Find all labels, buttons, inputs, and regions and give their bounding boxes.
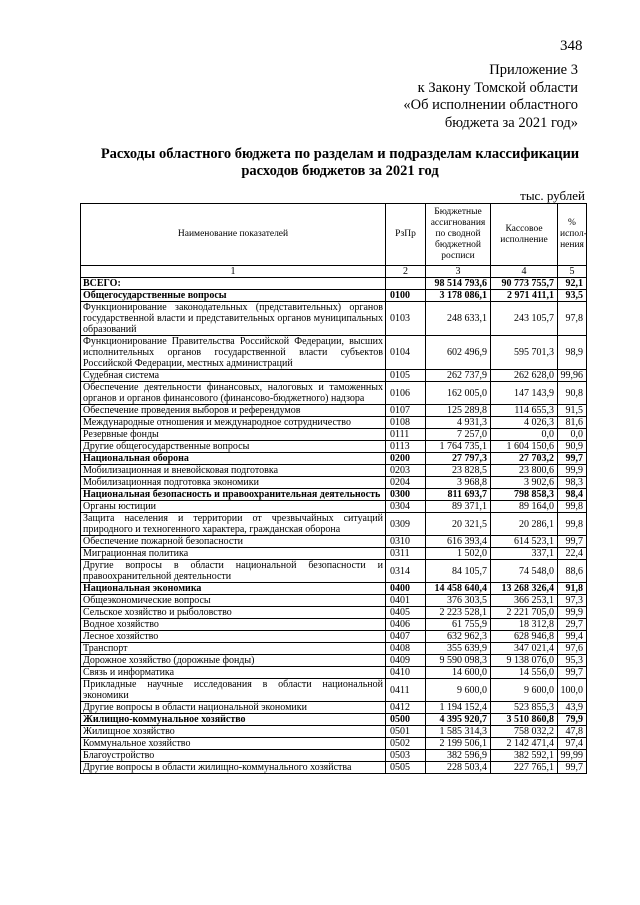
row-actual-cell: 2 971 411,1 (491, 290, 558, 302)
row-name-cell: Благоустройство (81, 750, 386, 762)
table-row (81, 465, 587, 477)
row-percent-cell: 0,0 (558, 429, 587, 441)
row-percent-cell: 99,7 (558, 762, 587, 774)
row-code-cell: 0410 (386, 667, 426, 679)
expenditure-table (80, 203, 587, 774)
row-actual-cell: 147 143,9 (491, 382, 558, 405)
row-plan-cell: 9 590 098,3 (426, 655, 491, 667)
row-plan-cell: 1 764 735,1 (426, 441, 491, 453)
row-plan-cell: 248 633,1 (426, 302, 491, 336)
row-percent-cell: 99,4 (558, 631, 587, 643)
row-code-cell: 0310 (386, 536, 426, 548)
table-row (81, 738, 587, 750)
row-plan-cell: 2 223 528,1 (426, 607, 491, 619)
row-code-cell: 0500 (386, 714, 426, 726)
row-code-cell: 0309 (386, 513, 426, 536)
row-actual-cell: 9 600,0 (491, 679, 558, 702)
row-actual-cell: 227 765,1 (491, 762, 558, 774)
row-code-cell: 0111 (386, 429, 426, 441)
row-actual-cell: 243 105,7 (491, 302, 558, 336)
row-actual-cell: 23 800,6 (491, 465, 558, 477)
row-plan-cell: 27 797,3 (426, 453, 491, 465)
row-actual-cell: 798 858,3 (491, 489, 558, 501)
row-plan-cell: 811 693,7 (426, 489, 491, 501)
row-actual-cell: 114 655,3 (491, 405, 558, 417)
row-code-cell: 0106 (386, 382, 426, 405)
row-plan-cell: 23 828,5 (426, 465, 491, 477)
row-code-cell: 0100 (386, 290, 426, 302)
table-row (81, 679, 587, 702)
row-name-cell: Дорожное хозяйство (дорожные фонды) (81, 655, 386, 667)
row-code-cell: 0203 (386, 465, 426, 477)
row-percent-cell: 47,8 (558, 726, 587, 738)
header-name: Наименование показателей (81, 204, 386, 266)
row-actual-cell: 3 902,6 (491, 477, 558, 489)
row-plan-cell: 382 596,9 (426, 750, 491, 762)
row-code-cell: 0408 (386, 643, 426, 655)
table-row (81, 595, 587, 607)
column-number: 1 (81, 266, 386, 278)
header-percent: % испол-нения (558, 204, 587, 266)
row-percent-cell: 99,9 (558, 607, 587, 619)
row-code-cell: 0314 (386, 560, 426, 583)
row-name-cell: Мобилизационная подготовка экономики (81, 477, 386, 489)
row-plan-cell: 84 105,7 (426, 560, 491, 583)
row-percent-cell: 99,7 (558, 667, 587, 679)
row-code-cell: 0113 (386, 441, 426, 453)
row-plan-cell: 7 257,0 (426, 429, 491, 441)
row-name-cell: Другие вопросы в области национальной экономики (81, 702, 386, 714)
row-percent-cell: 98,3 (558, 477, 587, 489)
row-percent-cell: 92,1 (558, 278, 587, 290)
row-actual-cell: 347 021,4 (491, 643, 558, 655)
row-name-cell: Транспорт (81, 643, 386, 655)
row-name-cell: Миграционная политика (81, 548, 386, 560)
row-plan-cell: 4 395 920,7 (426, 714, 491, 726)
row-actual-cell: 382 592,1 (491, 750, 558, 762)
appendix-line-1: Приложение 3 (489, 62, 578, 78)
row-plan-cell: 162 005,0 (426, 382, 491, 405)
row-percent-cell: 99,8 (558, 513, 587, 536)
row-percent-cell: 97,6 (558, 643, 587, 655)
row-name-cell: Жилищно-коммунальное хозяйство (81, 714, 386, 726)
column-number: 4 (491, 266, 558, 278)
row-name-cell: Связь и информатика (81, 667, 386, 679)
row-name-cell: Прикладные научные исследования в области национальной экономики (81, 679, 386, 702)
table-row (81, 750, 587, 762)
table-row (81, 382, 587, 405)
row-percent-cell: 100,0 (558, 679, 587, 702)
title-line-2: расходов бюджетов за 2021 год (241, 163, 439, 179)
table-row (81, 370, 587, 382)
row-actual-cell: 595 701,3 (491, 336, 558, 370)
row-plan-cell: 632 962,3 (426, 631, 491, 643)
row-plan-cell: 14 458 640,4 (426, 583, 491, 595)
table-row (81, 702, 587, 714)
table-header-row (81, 204, 587, 266)
row-actual-cell: 90 773 755,7 (491, 278, 558, 290)
header-plan: Бюджетные ассигнования по сводной бюджетной росписи (426, 204, 491, 266)
row-name-cell: Обеспечение деятельности финансовых, налоговых и таможенных органов и органов финансового (финансово-бюджетного) надзора (81, 382, 386, 405)
row-actual-cell: 1 604 150,6 (491, 441, 558, 453)
table-row (81, 583, 587, 595)
row-actual-cell: 366 253,1 (491, 595, 558, 607)
table-row (81, 302, 587, 336)
table-row (81, 536, 587, 548)
row-actual-cell: 20 286,1 (491, 513, 558, 536)
row-name-cell: Национальная оборона (81, 453, 386, 465)
table-row (81, 619, 587, 631)
row-plan-cell: 3 178 086,1 (426, 290, 491, 302)
row-percent-cell: 90,8 (558, 382, 587, 405)
table-row (81, 762, 587, 774)
row-code-cell: 0204 (386, 477, 426, 489)
row-actual-cell: 27 703,2 (491, 453, 558, 465)
table-row (81, 726, 587, 738)
row-name-cell: Органы юстиции (81, 501, 386, 513)
row-plan-cell: 228 503,4 (426, 762, 491, 774)
row-code-cell: 0411 (386, 679, 426, 702)
row-plan-cell: 1 194 152,4 (426, 702, 491, 714)
row-plan-cell: 2 199 506,1 (426, 738, 491, 750)
row-name-cell: Общегосударственные вопросы (81, 290, 386, 302)
row-actual-cell: 74 548,0 (491, 560, 558, 583)
row-actual-cell: 628 946,8 (491, 631, 558, 643)
row-actual-cell: 523 855,3 (491, 702, 558, 714)
row-percent-cell: 99,7 (558, 536, 587, 548)
row-name-cell: ВСЕГО: (81, 278, 386, 290)
row-name-cell: Жилищное хозяйство (81, 726, 386, 738)
table-row (81, 607, 587, 619)
row-name-cell: Судебная система (81, 370, 386, 382)
row-actual-cell: 9 138 076,0 (491, 655, 558, 667)
column-number: 5 (558, 266, 587, 278)
table-row (81, 655, 587, 667)
row-name-cell: Защита населения и территории от чрезвычайных ситуаций природного и техногенного характера, гражданская оборона (81, 513, 386, 536)
row-actual-cell: 614 523,1 (491, 536, 558, 548)
table-row (81, 417, 587, 429)
appendix-line-4: бюджета за 2021 год» (444, 114, 578, 131)
row-name-cell: Коммунальное хозяйство (81, 738, 386, 750)
row-percent-cell: 97,3 (558, 595, 587, 607)
row-code-cell: 0304 (386, 501, 426, 513)
row-percent-cell: 91,5 (558, 405, 587, 417)
units-label: тыс. рублей (520, 188, 585, 203)
row-code-cell: 0406 (386, 619, 426, 631)
table-row (81, 441, 587, 453)
row-name-cell: Сельское хозяйство и рыболовство (81, 607, 386, 619)
row-actual-cell: 337,1 (491, 548, 558, 560)
appendix-header (403, 62, 578, 132)
table-row (81, 560, 587, 583)
row-actual-cell: 758 032,2 (491, 726, 558, 738)
row-plan-cell: 602 496,9 (426, 336, 491, 370)
row-actual-cell: 89 164,0 (491, 501, 558, 513)
row-plan-cell: 20 321,5 (426, 513, 491, 536)
row-plan-cell: 9 600,0 (426, 679, 491, 702)
row-percent-cell: 81,6 (558, 417, 587, 429)
table-row (81, 278, 587, 290)
row-percent-cell: 99,96 (558, 370, 587, 382)
row-actual-cell: 262 628,0 (491, 370, 558, 382)
row-actual-cell: 18 312,8 (491, 619, 558, 631)
table-row (81, 548, 587, 560)
row-percent-cell: 98,9 (558, 336, 587, 370)
row-name-cell: Лесное хозяйство (81, 631, 386, 643)
row-code-cell: 0103 (386, 302, 426, 336)
row-plan-cell: 616 393,4 (426, 536, 491, 548)
table-row (81, 501, 587, 513)
row-actual-cell: 14 556,0 (491, 667, 558, 679)
row-plan-cell: 89 371,1 (426, 501, 491, 513)
row-percent-cell: 79,9 (558, 714, 587, 726)
row-code-cell: 0505 (386, 762, 426, 774)
row-actual-cell: 2 142 471,4 (491, 738, 558, 750)
row-code-cell: 0502 (386, 738, 426, 750)
row-name-cell: Обеспечение пожарной безопасности (81, 536, 386, 548)
row-code-cell: 0300 (386, 489, 426, 501)
header-code: РзПр (386, 204, 426, 266)
table-row (81, 453, 587, 465)
table-row (81, 429, 587, 441)
row-name-cell: Водное хозяйство (81, 619, 386, 631)
row-percent-cell: 99,9 (558, 465, 587, 477)
table-row (81, 336, 587, 370)
row-percent-cell: 88,6 (558, 560, 587, 583)
row-code-cell: 0501 (386, 726, 426, 738)
row-plan-cell: 3 968,8 (426, 477, 491, 489)
row-actual-cell: 0,0 (491, 429, 558, 441)
row-actual-cell: 2 221 705,0 (491, 607, 558, 619)
row-percent-cell: 93,5 (558, 290, 587, 302)
row-percent-cell: 97,4 (558, 738, 587, 750)
header-actual: Кассовое исполнение (491, 204, 558, 266)
row-plan-cell: 125 289,8 (426, 405, 491, 417)
row-percent-cell: 29,7 (558, 619, 587, 631)
table-row (81, 513, 587, 536)
column-number: 2 (386, 266, 426, 278)
title-line-1: Расходы областного бюджета по разделам и подразделам классификации (100, 146, 580, 162)
row-plan-cell: 355 639,9 (426, 643, 491, 655)
row-name-cell: Другие вопросы в области жилищно-коммунального хозяйства (81, 762, 386, 774)
row-percent-cell: 99,8 (558, 501, 587, 513)
document-title (70, 146, 610, 180)
row-plan-cell: 4 931,3 (426, 417, 491, 429)
row-name-cell: Общеэкономические вопросы (81, 595, 386, 607)
row-percent-cell: 99,7 (558, 453, 587, 465)
column-number-row (81, 266, 587, 278)
row-code-cell: 0401 (386, 595, 426, 607)
row-percent-cell: 98,4 (558, 489, 587, 501)
row-name-cell: Обеспечение проведения выборов и референдумов (81, 405, 386, 417)
page-number: 348 (560, 38, 583, 54)
table-row (81, 643, 587, 655)
column-number: 3 (426, 266, 491, 278)
row-code-cell: 0108 (386, 417, 426, 429)
row-name-cell: Другие общегосударственные вопросы (81, 441, 386, 453)
row-plan-cell: 98 514 793,6 (426, 278, 491, 290)
row-code-cell: 0407 (386, 631, 426, 643)
row-actual-cell: 13 268 326,4 (491, 583, 558, 595)
row-plan-cell: 376 303,5 (426, 595, 491, 607)
row-name-cell: Международные отношения и международное сотрудничество (81, 417, 386, 429)
row-code-cell: 0104 (386, 336, 426, 370)
row-plan-cell: 1 502,0 (426, 548, 491, 560)
row-code-cell (386, 278, 426, 290)
row-percent-cell: 22,4 (558, 548, 587, 560)
row-percent-cell: 97,8 (558, 302, 587, 336)
table-row (81, 667, 587, 679)
row-percent-cell: 91,8 (558, 583, 587, 595)
row-percent-cell: 90,9 (558, 441, 587, 453)
row-name-cell: Другие вопросы в области национальной безопасности и правоохранительной деятельности (81, 560, 386, 583)
row-plan-cell: 1 585 314,3 (426, 726, 491, 738)
row-code-cell: 0412 (386, 702, 426, 714)
row-plan-cell: 61 755,9 (426, 619, 491, 631)
row-name-cell: Функционирование законодательных (представительных) органов государственной власти и представительных органов муниципальных образований (81, 302, 386, 336)
row-code-cell: 0405 (386, 607, 426, 619)
row-code-cell: 0503 (386, 750, 426, 762)
row-plan-cell: 14 600,0 (426, 667, 491, 679)
row-name-cell: Функционирование Правительства Российской Федерации, высших исполнительных органов государственной власти субъектов Российской Федерации, местных администраций (81, 336, 386, 370)
row-actual-cell: 4 026,3 (491, 417, 558, 429)
row-code-cell: 0107 (386, 405, 426, 417)
row-percent-cell: 95,3 (558, 655, 587, 667)
table-row (81, 714, 587, 726)
row-actual-cell: 3 510 860,8 (491, 714, 558, 726)
table-row (81, 405, 587, 417)
row-code-cell: 0311 (386, 548, 426, 560)
row-name-cell: Резервные фонды (81, 429, 386, 441)
row-code-cell: 0200 (386, 453, 426, 465)
row-percent-cell: 43,9 (558, 702, 587, 714)
table-row (81, 631, 587, 643)
table-row (81, 489, 587, 501)
row-code-cell: 0409 (386, 655, 426, 667)
row-name-cell: Мобилизационная и вневойсковая подготовка (81, 465, 386, 477)
row-plan-cell: 262 737,9 (426, 370, 491, 382)
row-name-cell: Национальная экономика (81, 583, 386, 595)
row-code-cell: 0105 (386, 370, 426, 382)
row-code-cell: 0400 (386, 583, 426, 595)
row-percent-cell: 99,99 (558, 750, 587, 762)
appendix-line-2: к Закону Томской области (417, 79, 578, 96)
appendix-line-3: «Об исполнении областного (403, 97, 578, 113)
table-row (81, 290, 587, 302)
table-row (81, 477, 587, 489)
row-name-cell: Национальная безопасность и правоохранительная деятельность (81, 489, 386, 501)
